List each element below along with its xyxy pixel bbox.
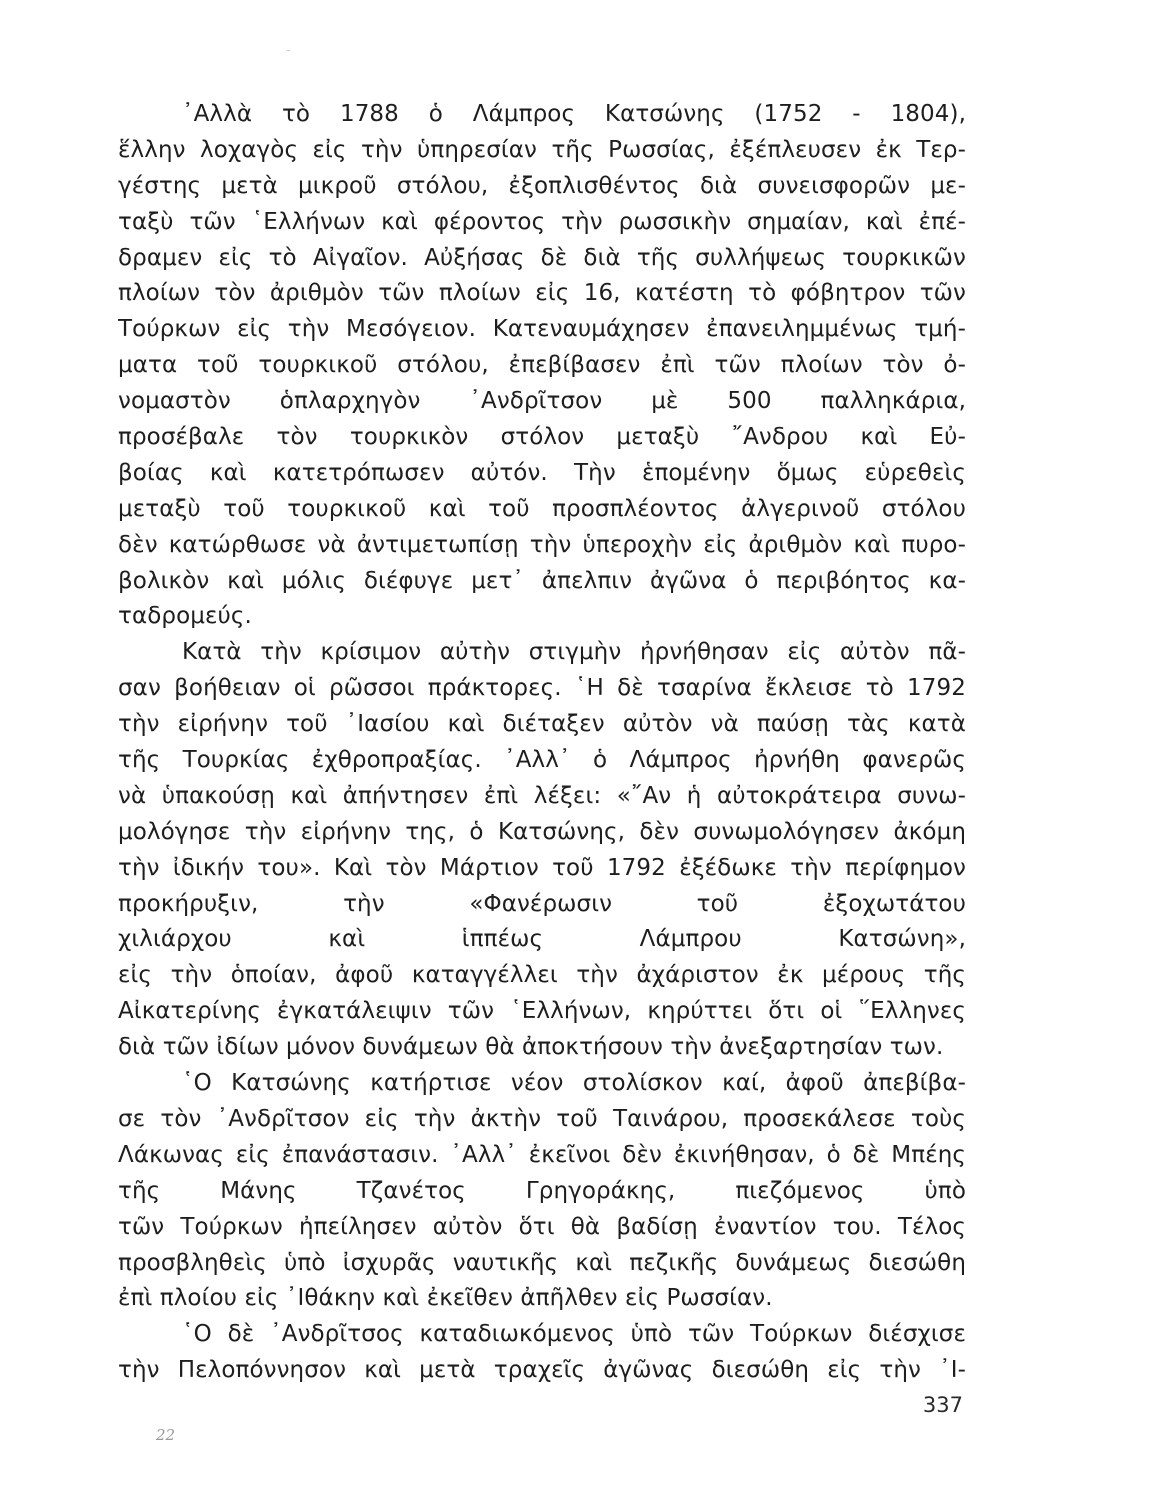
text-line: χιλιάρχου καὶ ἱππέως Λάμπρου Κατσώνη», [118, 926, 966, 953]
text-line: ῾Ο Κατσώνης κατήρτισε νέον στολίσκον καί, ἀφοῦ ἀπεβίβα- [182, 1070, 966, 1097]
text-line: Τούρκων εἰς τὴν Μεσόγειον. Κατεναυμάχησεν ἐπανειλημμένως τμή- [118, 316, 966, 343]
text-line: βοίας καὶ κατετρόπωσεν αὐτόν. Τὴν ἑπομένην ὅμως εὑρεθεὶς [118, 459, 966, 486]
text-line: ᾿Αλλὰ τὸ 1788 ὁ Λάμπρος Κατσώνης (1752 - 1804), [182, 101, 966, 127]
text-line: Κατὰ τὴν κρίσιμον αὐτὴν στιγμὴν ἠρνήθησαν εἰς αὐτὸν πᾶ- [182, 639, 966, 666]
text-line: τὴν ἰδικήν του». Καὶ τὸν Μάρτιον τοῦ 1792 ἐξέδωκε τὴν περίφημον [118, 854, 966, 881]
text-line: τὴν Πελοπόννησον καὶ μετὰ τραχεῖς ἀγῶνας διεσώθη εἰς τὴν ᾿Ι- [118, 1357, 966, 1384]
page-number: 337 [922, 1393, 963, 1417]
text-line: δραμεν εἰς τὸ Αἰγαῖον. Αὐξήσας δὲ διὰ τῆς συλλήψεως τουρκικῶν [118, 244, 966, 271]
text-line: ἐπὶ πλοίου εἰς ᾿Ιθάκην καὶ ἐκεῖθεν ἀπῆλθεν εἰς Ρωσσίαν. [118, 1285, 773, 1312]
text-line: προσβληθεὶς ὑπὸ ἰσχυρᾶς ναυτικῆς καὶ πεζικῆς δυνάμεως διεσώθη [118, 1249, 966, 1276]
text-line: τῶν Τούρκων ἠπείλησεν αὐτὸν ὅτι θὰ βαδίσῃ ἐναντίον του. Τέλος [118, 1213, 966, 1240]
text-line: νὰ ὑπακούσῃ καὶ ἀπήντησεν ἐπὶ λέξει: «῎Αν ἡ αὐτοκράτειρα συνω- [118, 782, 966, 809]
text-line: ματα τοῦ τουρκικοῦ στόλου, ἐπεβίβασεν ἐπὶ τῶν πλοίων τὸν ὀ- [118, 352, 966, 379]
text-line: δὲν κατώρθωσε νὰ ἀντιμετωπίσῃ τὴν ὑπεροχὴν εἰς ἀριθμὸν καὶ πυρο- [118, 531, 966, 558]
text-line: σαν βοήθειαν οἱ ρῶσσοι πράκτορες. ῾Η δὲ τσαρίνα ἔκλεισε τὸ 1792 [118, 675, 966, 702]
text-line: νομαστὸν ὁπλαρχηγὸν ᾿Ανδρῖτσον μὲ 500 παλληκάρια, [118, 388, 966, 415]
text-line: Αἰκατερίνης ἐγκατάλειψιν τῶν ῾Ελλήνων, κηρύττει ὅτι οἱ ῞Ελληνες [118, 998, 966, 1025]
text-line: προσέβαλε τὸν τουρκικὸν στόλον μεταξὺ ῎Ανδρου καὶ Εὐ- [118, 424, 966, 451]
text-line: γέστης μετὰ μικροῦ στόλου, ἐξοπλισθέντος διὰ συνεισφορῶν με- [118, 172, 966, 199]
text-line: ἕλλην λοχαγὸς εἰς τὴν ὑπηρεσίαν τῆς Ρωσσίας, ἐξέπλευσεν ἐκ Τερ- [118, 136, 966, 163]
body-text [118, 97, 966, 1389]
text-line: τῆς Μάνης Τζανέτος Γρηγοράκης, πιεζόμενος ὑπὸ [118, 1177, 966, 1204]
text-line: μολόγησε τὴν εἰρήνην της, ὁ Κατσώνης, δὲν συνωμολόγησεν ἀκόμη [118, 818, 966, 845]
text-line: τῆς Τουρκίας ἐχθροπραξίας. ᾿Αλλ᾿ ὁ Λάμπρος ἠρνήθη φανερῶς [118, 747, 966, 774]
text-line: σε τὸν ᾿Ανδρῖτσον εἰς τὴν ἀκτὴν τοῦ Ταινάρου, προσεκάλεσε τοὺς [118, 1105, 966, 1132]
text-line: ῾Ο δὲ ᾿Ανδρῖτσος καταδιωκόμενος ὑπὸ τῶν Τούρκων διέσχισε [182, 1321, 966, 1348]
text-line: ταξὺ τῶν ῾Ελλήνων καὶ φέροντος τὴν ρωσσικὴν σημαίαν, καὶ ἐπέ- [118, 208, 966, 235]
text-line: εἰς τὴν ὁποίαν, ἀφοῦ καταγγέλλει τὴν ἀχάριστον ἐκ μέρους τῆς [118, 962, 966, 989]
text-line: διὰ τῶν ἰδίων μόνον δυνάμεων θὰ ἀποκτήσουν τὴν ἀνεξαρτησίαν των. [118, 1034, 944, 1061]
scan-speck [287, 50, 290, 51]
text-line: πλοίων τὸν ἀριθμὸν τῶν πλοίων εἰς 16, κατέστη τὸ φόβητρον τῶν [118, 280, 966, 307]
text-line: ταδρομεύς. [118, 603, 252, 630]
text-line: Λάκωνας εἰς ἐπανάστασιν. ᾿Αλλ᾿ ἐκεῖνοι δὲν ἐκινήθησαν, ὁ δὲ Μπέης [118, 1141, 966, 1168]
text-line: μεταξὺ τοῦ τουρκικοῦ καὶ τοῦ προσπλέοντος ἀλγερινοῦ στόλου [118, 495, 966, 522]
signature-mark: 22 [156, 1426, 176, 1444]
text-line: προκήρυξιν, τὴν «Φανέρωσιν τοῦ ἐξοχωτάτου [118, 890, 966, 917]
text-line: τὴν εἰρήνην τοῦ ᾿Ιασίου καὶ διέταξεν αὐτὸν νὰ παύσῃ τὰς κατὰ [118, 711, 966, 738]
text-line: βολικὸν καὶ μόλις διέφυγε μετ᾿ ἀπελπιν ἀγῶνα ὁ περιβόητος κα- [118, 567, 966, 594]
